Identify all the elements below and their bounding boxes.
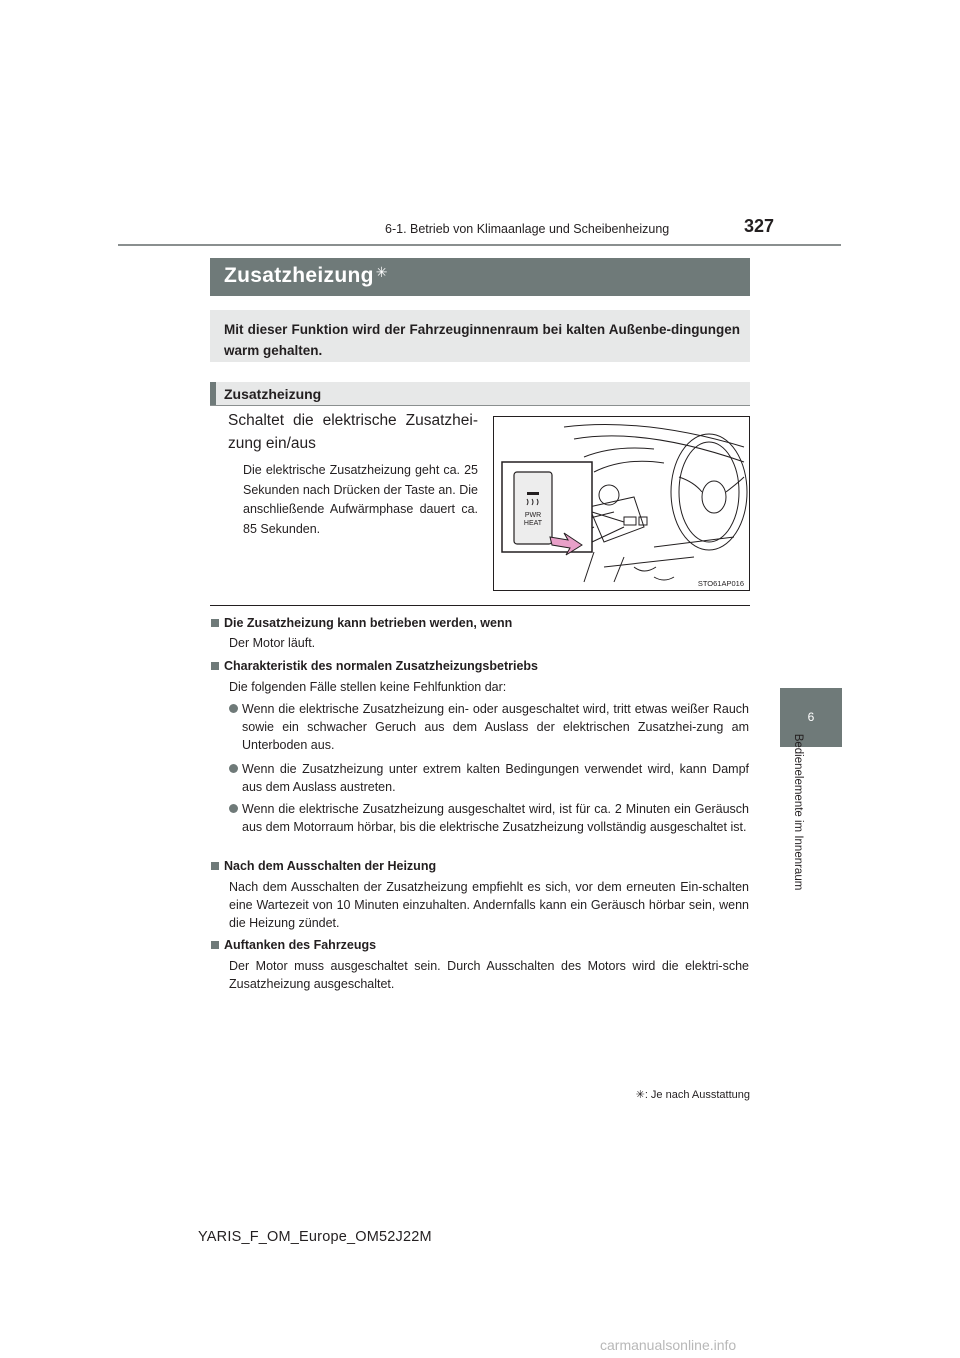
dashboard-drawing xyxy=(494,417,749,590)
button-label-pwr: PWR xyxy=(524,512,542,519)
round-bullet-icon xyxy=(229,804,238,813)
bullet-item xyxy=(229,800,749,856)
header-section-title: 6-1. Betrieb von Klimaanlage und Scheibenheizung xyxy=(385,222,670,236)
subsection-title: Zusatzheizung xyxy=(224,386,322,402)
note-heading-refuel xyxy=(211,938,376,952)
footnote xyxy=(600,1088,750,1101)
header-rule xyxy=(118,244,841,246)
button-label-heat: HEAT xyxy=(523,520,543,527)
bullet-text: Wenn die elektrische Zusatzheizung ein- oder ausgeschaltet wird, tritt etwas weißer Rauch sowie ein schwacher Geruch aus dem Auslass der elektrischen Zusatzhei-zung am Unterboden aus. xyxy=(242,702,749,752)
round-bullet-icon xyxy=(229,704,238,713)
note-text-after-off: Nach dem Ausschalten der Zusatzheizung empfiehlt es sich, vor dem erneuten Ein-schalten eine Wartezeit von 10 Minuten einzuhalten. Andernfalls kann ein Geräusch hörbar sein, wenn die Heizung zündet. xyxy=(229,880,749,930)
note-text-characteristics: Die folgenden Fälle stellen keine Fehlfunktion dar: xyxy=(229,680,507,694)
switch-description: Die elektrische Zusatzheizung geht ca. 25 Sekunden nach Drücken der Taste an. Die anschließende Aufwärmphase dauert ca. 85 Sekunden. xyxy=(243,463,478,536)
round-bullet-icon xyxy=(229,764,238,773)
note-text-refuel: Der Motor muss ausgeschaltet sein. Durch Ausschalten des Motors wird die elektri-sche Zusatzheizung ausgeschaltet. xyxy=(229,959,749,991)
footnote-text: : Je nach Ausstattung xyxy=(644,1089,750,1101)
dashboard-illustration xyxy=(493,416,750,591)
intro-text: Mit dieser Funktion wird der Fahrzeuginnenraum bei kalten Außenbe-dingungen warm gehalten. xyxy=(224,322,740,358)
chapter-tab xyxy=(780,688,842,747)
bullet-item xyxy=(229,760,749,798)
footer-doc-id: YARIS_F_OM_Europe_OM52J22M xyxy=(198,1229,432,1245)
note-heading-text: Charakteristik des normalen Zusatzheizungsbetriebs xyxy=(224,659,538,673)
notes-rule xyxy=(210,605,750,606)
note-heading-text: Auftanken des Fahrzeugs xyxy=(224,938,377,952)
subsection-accent xyxy=(210,382,216,405)
note-text-operation: Der Motor läuft. xyxy=(229,636,316,650)
square-bullet-icon xyxy=(211,619,219,627)
page-number: 327 xyxy=(744,216,775,236)
note-heading-after-off xyxy=(211,859,436,873)
square-bullet-icon xyxy=(211,662,219,670)
note-heading-text: Nach dem Ausschalten der Heizung xyxy=(224,859,437,873)
intro-box xyxy=(210,310,750,362)
chapter-number: 6 xyxy=(807,710,815,724)
chapter-label: Bedienelemente im Innenraum xyxy=(792,733,804,891)
note-heading-operation xyxy=(211,616,512,630)
asterisk-icon: ✳ xyxy=(635,1089,645,1101)
subsection-bar xyxy=(210,382,750,406)
watermark: carmanualsonline.info xyxy=(600,1337,737,1353)
switch-heading: Schaltet die elektrische Zusatzhei-zung ein/aus xyxy=(228,412,478,452)
illustration-code: STO61AP016 xyxy=(697,579,744,588)
asterisk-icon: ✳ xyxy=(375,264,388,280)
square-bullet-icon xyxy=(211,862,219,870)
title-bar xyxy=(210,258,750,296)
note-heading-characteristics xyxy=(211,659,538,673)
note-heading-text: Die Zusatzheizung kann betrieben werden, wenn xyxy=(224,616,513,630)
bullet-item xyxy=(229,700,749,756)
bullet-text: Wenn die Zusatzheizung unter extrem kalten Bedingungen verwendet wird, kann Dampf aus dem Auslass austreten. xyxy=(242,762,749,794)
bullet-text: Wenn die elektrische Zusatzheizung ausgeschaltet wird, ist für ca. 2 Minuten ein Geräusch aus dem Motorraum hörbar, bis die elektrische Zusatzheizung vollständig ausgeschaltet ist. xyxy=(242,802,749,834)
square-bullet-icon xyxy=(211,941,219,949)
page-title xyxy=(224,264,388,288)
page-title-text: Zusatzheizung xyxy=(224,264,374,287)
